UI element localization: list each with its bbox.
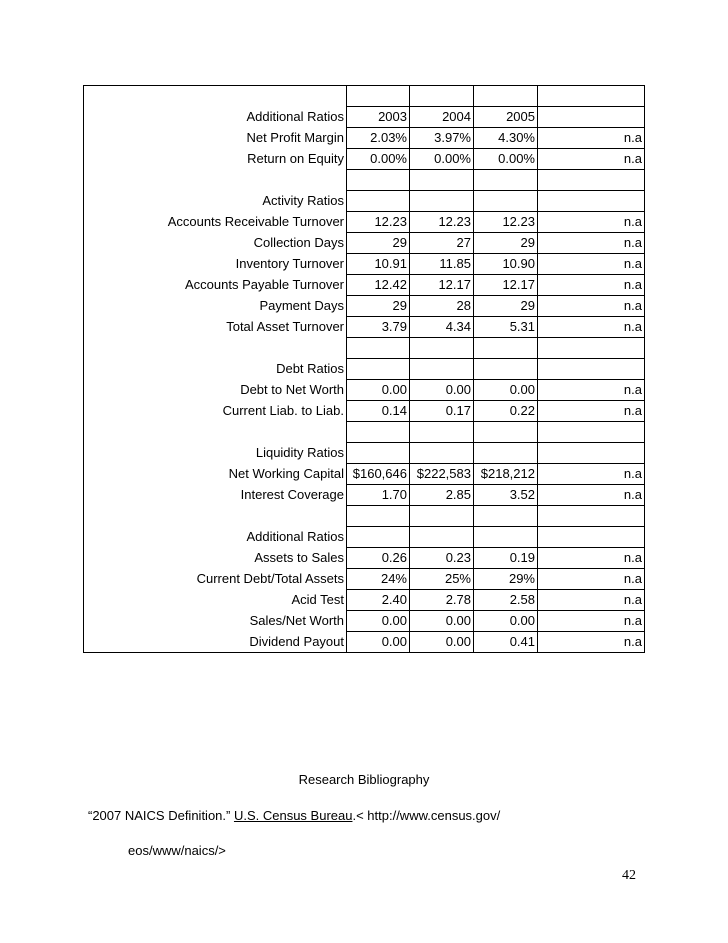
cell-2005: 0.41: [474, 632, 538, 653]
cell-extra: n.a: [538, 548, 645, 569]
cell-2004: 2.78: [410, 590, 474, 611]
cell-2004: 28: [410, 296, 474, 317]
table-row: [84, 149, 645, 170]
cell-extra: n.a: [538, 464, 645, 485]
row-label: Activity Ratios: [84, 191, 347, 212]
table-row: [84, 590, 645, 611]
cell-2004: 2004: [410, 107, 474, 128]
row-label: Liquidity Ratios: [84, 443, 347, 464]
table-row: [84, 443, 645, 464]
table-row: [84, 107, 645, 128]
cell-2004: [410, 506, 474, 527]
table-row: [84, 254, 645, 275]
cell-2005: [474, 443, 538, 464]
row-label: Assets to Sales: [84, 548, 347, 569]
cell-2003: [347, 443, 410, 464]
cell-extra: [538, 86, 645, 107]
row-label: Debt Ratios: [84, 359, 347, 380]
citation-source: U.S. Census Bureau: [233, 808, 353, 823]
cell-2003: [347, 86, 410, 107]
cell-extra: n.a: [538, 317, 645, 338]
table-row: [84, 128, 645, 149]
table-row: [84, 569, 645, 590]
cell-extra: n.a: [538, 128, 645, 149]
cell-2003: 2003: [347, 107, 410, 128]
row-label: [84, 506, 347, 527]
table-row: [84, 611, 645, 632]
cell-2005: 10.90: [474, 254, 538, 275]
page-number: 42: [622, 868, 636, 883]
table-row: [84, 212, 645, 233]
table-row: [84, 233, 645, 254]
cell-2003: [347, 422, 410, 443]
table-row: [84, 632, 645, 653]
cell-extra: n.a: [538, 632, 645, 653]
row-label: Additional Ratios: [84, 527, 347, 548]
cell-2005: [474, 338, 538, 359]
cell-2005: 12.23: [474, 212, 538, 233]
cell-2003: 12.23: [347, 212, 410, 233]
cell-2004: 0.17: [410, 401, 474, 422]
table-row: [84, 86, 645, 107]
table-row: [84, 338, 645, 359]
citation-entry: [88, 808, 500, 823]
table-row: [84, 296, 645, 317]
cell-extra: n.a: [538, 611, 645, 632]
row-label: Sales/Net Worth: [84, 611, 347, 632]
cell-2004: 25%: [410, 569, 474, 590]
cell-extra: n.a: [538, 254, 645, 275]
cell-2005: 29: [474, 233, 538, 254]
citation-url-continuation: eos/www/naics/>: [128, 843, 226, 858]
cell-2005: $218,212: [474, 464, 538, 485]
cell-2003: [347, 527, 410, 548]
cell-extra: [538, 191, 645, 212]
cell-extra: n.a: [538, 485, 645, 506]
row-label: [84, 170, 347, 191]
cell-extra: n.a: [538, 275, 645, 296]
row-label: Inventory Turnover: [84, 254, 347, 275]
row-label: Net Profit Margin: [84, 128, 347, 149]
cell-2003: 2.40: [347, 590, 410, 611]
cell-2004: [410, 527, 474, 548]
cell-2003: 24%: [347, 569, 410, 590]
cell-2003: 0.00: [347, 632, 410, 653]
cell-2003: 10.91: [347, 254, 410, 275]
cell-extra: n.a: [538, 233, 645, 254]
cell-extra: n.a: [538, 296, 645, 317]
cell-2005: 0.00: [474, 611, 538, 632]
cell-2005: [474, 422, 538, 443]
table-row: [84, 464, 645, 485]
cell-2003: 29: [347, 233, 410, 254]
cell-extra: [538, 359, 645, 380]
table-row: [84, 506, 645, 527]
row-label: Current Debt/Total Assets: [84, 569, 347, 590]
cell-2005: 0.19: [474, 548, 538, 569]
table-row: [84, 527, 645, 548]
cell-2004: 3.97%: [410, 128, 474, 149]
cell-2005: 2.58: [474, 590, 538, 611]
cell-2004: $222,583: [410, 464, 474, 485]
cell-2004: [410, 170, 474, 191]
row-label: Dividend Payout: [84, 632, 347, 653]
cell-extra: n.a: [538, 212, 645, 233]
cell-2003: [347, 170, 410, 191]
row-label: Current Liab. to Liab.: [84, 401, 347, 422]
cell-2003: $160,646: [347, 464, 410, 485]
table-row: [84, 317, 645, 338]
row-label: [84, 86, 347, 107]
table-row: [84, 170, 645, 191]
cell-2003: 0.14: [347, 401, 410, 422]
table-row: [84, 422, 645, 443]
cell-extra: n.a: [538, 590, 645, 611]
table-row: [84, 275, 645, 296]
cell-extra: [538, 443, 645, 464]
cell-2004: 0.23: [410, 548, 474, 569]
citation-title: “2007 NAICS Definition.”: [88, 808, 234, 823]
table-row: [84, 485, 645, 506]
cell-2005: 3.52: [474, 485, 538, 506]
cell-2003: 0.00: [347, 611, 410, 632]
cell-extra: [538, 107, 645, 128]
cell-2004: 0.00: [410, 632, 474, 653]
cell-2004: [410, 359, 474, 380]
cell-2004: 12.23: [410, 212, 474, 233]
cell-2005: 0.22: [474, 401, 538, 422]
cell-2003: [347, 506, 410, 527]
cell-2004: [410, 191, 474, 212]
row-label: [84, 338, 347, 359]
cell-2003: 0.26: [347, 548, 410, 569]
row-label: Accounts Payable Turnover: [84, 275, 347, 296]
row-label: Acid Test: [84, 590, 347, 611]
bibliography-title: Research Bibliography: [298, 772, 430, 787]
cell-2004: 0.00: [410, 611, 474, 632]
cell-2005: [474, 506, 538, 527]
row-label: Collection Days: [84, 233, 347, 254]
table-row: [84, 191, 645, 212]
cell-2003: 1.70: [347, 485, 410, 506]
row-label: Accounts Receivable Turnover: [84, 212, 347, 233]
cell-2004: 0.00%: [410, 149, 474, 170]
cell-2005: 29: [474, 296, 538, 317]
row-label: Payment Days: [84, 296, 347, 317]
cell-extra: n.a: [538, 149, 645, 170]
cell-extra: [538, 338, 645, 359]
cell-2004: 2.85: [410, 485, 474, 506]
cell-2005: 0.00%: [474, 149, 538, 170]
citation-url-start: .< http://www.census.gov/: [352, 808, 501, 823]
cell-extra: [538, 506, 645, 527]
cell-2005: 0.00: [474, 380, 538, 401]
cell-extra: n.a: [538, 380, 645, 401]
cell-2005: [474, 527, 538, 548]
table-row: [84, 548, 645, 569]
cell-2005: 5.31: [474, 317, 538, 338]
cell-extra: [538, 422, 645, 443]
table-row: [84, 359, 645, 380]
cell-extra: [538, 170, 645, 191]
cell-2005: 29%: [474, 569, 538, 590]
table-row: [84, 380, 645, 401]
cell-extra: [538, 527, 645, 548]
row-label: Debt to Net Worth: [84, 380, 347, 401]
row-label: Interest Coverage: [84, 485, 347, 506]
cell-2004: [410, 422, 474, 443]
cell-2003: [347, 191, 410, 212]
cell-2003: 2.03%: [347, 128, 410, 149]
cell-2005: [474, 170, 538, 191]
cell-2005: 2005: [474, 107, 538, 128]
cell-2004: 4.34: [410, 317, 474, 338]
cell-2003: [347, 359, 410, 380]
cell-2003: [347, 338, 410, 359]
cell-2003: 0.00: [347, 380, 410, 401]
cell-2004: 12.17: [410, 275, 474, 296]
row-label: [84, 422, 347, 443]
row-label: Total Asset Turnover: [84, 317, 347, 338]
cell-2003: 29: [347, 296, 410, 317]
row-label: Return on Equity: [84, 149, 347, 170]
cell-2005: [474, 359, 538, 380]
cell-extra: n.a: [538, 569, 645, 590]
cell-2003: 0.00%: [347, 149, 410, 170]
cell-2005: [474, 86, 538, 107]
cell-2005: [474, 191, 538, 212]
cell-2003: 12.42: [347, 275, 410, 296]
row-label: Additional Ratios: [84, 107, 347, 128]
cell-2004: [410, 86, 474, 107]
cell-2004: 27: [410, 233, 474, 254]
cell-2004: 11.85: [410, 254, 474, 275]
cell-2005: 12.17: [474, 275, 538, 296]
cell-extra: n.a: [538, 401, 645, 422]
cell-2004: [410, 443, 474, 464]
cell-2004: [410, 338, 474, 359]
ratios-table-body: [84, 86, 645, 653]
table-row: [84, 401, 645, 422]
cell-2005: 4.30%: [474, 128, 538, 149]
cell-2004: 0.00: [410, 380, 474, 401]
cell-2003: 3.79: [347, 317, 410, 338]
row-label: Net Working Capital: [84, 464, 347, 485]
financial-ratios-table: [83, 85, 645, 653]
